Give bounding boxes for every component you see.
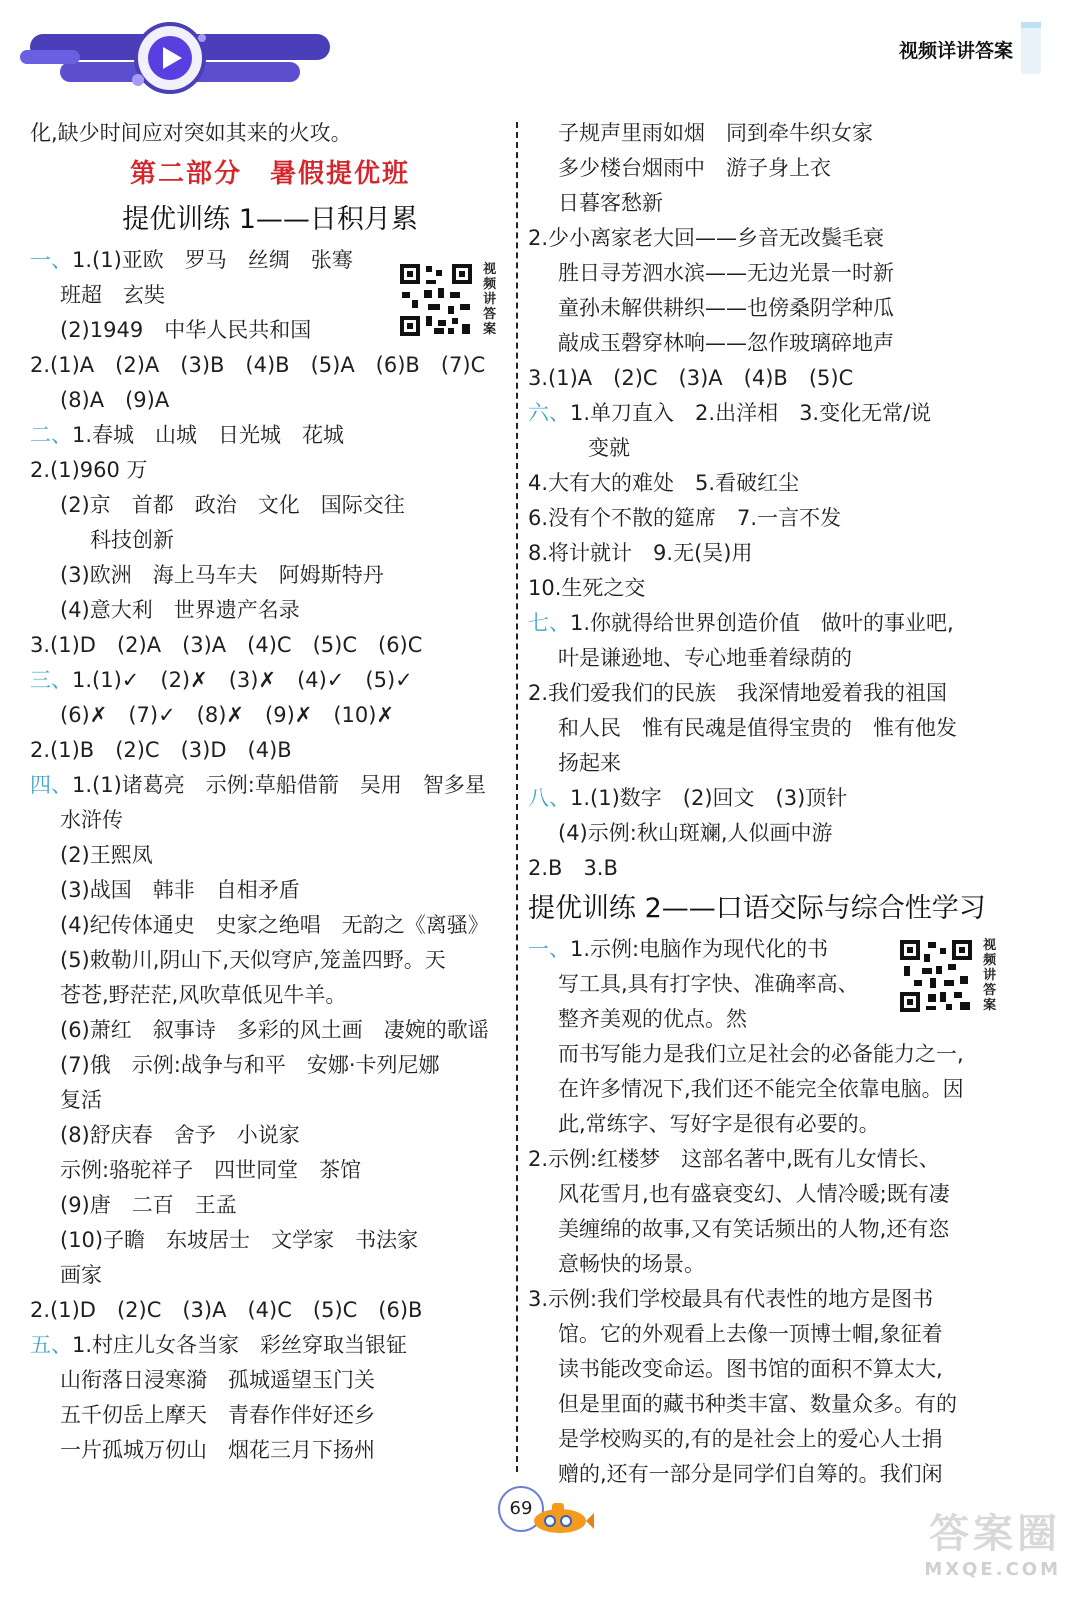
answer-line [528,291,1018,326]
section-number: 七、 [528,611,570,635]
answer-line [30,1083,510,1118]
answer-line [528,1422,1018,1457]
line-text: 1.春城 山城 日光城 花城 [72,423,345,447]
section-number: 二、 [30,423,72,447]
answer-line [528,1212,1018,1247]
line-text: (4)纪传体通史 史家之绝唱 无韵之《离骚》 [60,913,489,937]
line-text: 子规声里雨如烟 同到牵牛织女家 [558,121,873,145]
answer-line [30,908,510,943]
answer-line [528,1107,1018,1142]
line-text: (3)欧洲 海上马车夫 阿姆斯特丹 [60,563,384,587]
answer-line [528,851,1018,886]
answer-line [30,383,510,418]
line-text: 胜日寻芳泗水滨——无边光景一时新 [558,261,894,285]
line-text: 提优训练 1——日积月累 [122,204,418,235]
answer-line [528,536,1018,571]
line-text: 2.我们爱我们的民族 我深情地爱着我的祖国 [528,681,948,705]
answer-line [528,1457,1018,1492]
line-text: 化,缺少时间应对突如其来的火攻。 [30,121,352,145]
line-text: (3)战国 韩非 自相矛盾 [60,878,300,902]
line-text: 1.村庄儿女各当家 彩丝穿取当银钲 [72,1333,408,1357]
section-number: 五、 [30,1333,72,1357]
answer-line [30,593,510,628]
answer-line [30,1258,510,1293]
line-text: 1.(1)数字 (2)回文 (3)顶针 [570,786,848,810]
line-text: 整齐美观的优点。然 [558,1007,747,1031]
line-text: (7)俄 示例:战争与和平 安娜·卡列尼娜 [60,1053,440,1077]
line-text: 而书写能力是我们立足社会的必备能力之一, [558,1042,964,1066]
answer-line [528,466,1018,501]
line-text: 4.大有大的难处 5.看破红尘 [528,471,800,495]
answer-line [30,418,510,453]
line-text: 2.(1)A (2)A (3)B (4)B (5)A (6)B (7)C [30,353,486,377]
qr-code-icon[interactable] [898,938,974,1014]
answer-line [30,698,510,733]
answer-line [528,781,1018,816]
answer-line [30,838,510,873]
line-text: 但是里面的藏书种类丰富、数量众多。有的 [558,1392,957,1416]
answer-line [30,803,510,838]
line-text: 日暮客愁新 [558,191,663,215]
qr-code-block-1[interactable] [398,262,503,338]
answer-line [30,1188,510,1223]
answer-line [528,571,1018,606]
answer-line [30,1223,510,1258]
watermark-title: 答案圈 [929,1511,1061,1557]
line-text: 风花雪月,也有盛衰变幻、人情冷暖;既有凄 [558,1182,950,1206]
answer-line [528,711,1018,746]
answer-line [30,488,510,523]
line-text: 美缠绵的故事,又有笑话频出的人物,还有恣 [558,1217,950,1241]
line-text: 此,常练字、写好字是很有必要的。 [558,1112,880,1136]
answer-line [528,1282,1018,1317]
header-tag: 视频详讲答案 [898,40,1013,62]
section-title [30,197,510,243]
answer-line [528,221,1018,256]
line-text: 一片孤城万仞山 烟花三月下扬州 [60,1438,375,1462]
column-divider [516,122,518,1472]
line-text: 3.示例:我们学校最具有代表性的地方是图书 [528,1287,934,1311]
line-text: (10)子瞻 东坡居士 文学家 书法家 [60,1228,419,1252]
qr-code-icon[interactable] [398,262,474,338]
answer-line [528,816,1018,851]
line-text: 馆。它的外观看上去像一顶博士帽,象征着 [558,1322,943,1346]
line-text: (6)✗ (7)✓ (8)✗ (9)✗ (10)✗ [60,703,395,727]
header-bookmark-graphic [1017,18,1047,78]
answer-line [528,1037,1018,1072]
line-text: 3.(1)A (2)C (3)A (4)B (5)C [528,366,854,390]
line-text: 1.(1)✓ (2)✗ (3)✗ (4)✓ (5)✓ [72,668,413,692]
answer-line [30,1433,510,1468]
line-text: 2.(1)D (2)C (3)A (4)C (5)C (6)B [30,1298,423,1322]
answer-line [30,978,510,1013]
line-text: 1.(1)亚欧 罗马 丝绸 张骞 [72,248,353,272]
answer-line [30,1048,510,1083]
line-text: (4)示例:秋山斑斓,人似画中游 [558,821,833,845]
answer-line [30,768,510,803]
line-text: 6.没有个不散的筵席 7.一言不发 [528,506,842,530]
line-text: 10.生死之交 [528,576,646,600]
section-number: 三、 [30,668,72,692]
line-text: 意畅快的场景。 [558,1252,705,1276]
answer-line [30,1153,510,1188]
section-title [528,886,1018,932]
answer-line [528,746,1018,781]
line-text: 8.将计就计 9.无(吴)用 [528,541,753,565]
section-number: 一、 [528,937,570,961]
line-text: 山衔落日浸寒漪 孤城遥望玉门关 [60,1368,375,1392]
answer-line [528,256,1018,291]
line-text: 班超 玄奘 [60,283,165,307]
line-text: 2.示例:红楼梦 这部名著中,既有儿女情长、 [528,1147,940,1171]
answer-line [30,873,510,908]
line-text: 读书能改变命运。图书馆的面积不算太大, [558,1357,943,1381]
section-number: 一、 [30,248,72,272]
line-text: 多少楼台烟雨中 游子身上衣 [558,156,831,180]
line-text: 1.你就得给世界创造价值 做叶的事业吧, [570,611,954,635]
answer-line [30,558,510,593]
line-text: (2)京 首都 政治 文化 国际交往 [60,493,405,517]
answer-line [30,1363,510,1398]
line-text: (4)意大利 世界遗产名录 [60,598,300,622]
answer-line [30,628,510,663]
line-text: 1.(1)诸葛亮 示例:草船借箭 吴用 智多星 [72,773,486,797]
answer-line [528,1247,1018,1282]
answer-line [30,523,510,558]
line-text: (8)A (9)A [60,388,170,412]
answer-line [528,431,1018,466]
answer-line [528,1177,1018,1212]
page-header [0,0,1091,110]
answer-line [30,1398,510,1433]
answer-line [528,1142,1018,1177]
qr-code-block-2[interactable] [898,938,1003,1014]
line-text: 赠的,还有一部分是同学们自筹的。我们闲 [558,1462,943,1486]
watermark [924,1502,1061,1580]
line-text: 2.B 3.B [528,856,618,880]
part-title [30,151,510,197]
line-text: 和人民 惟有民魂是值得宝贵的 惟有他发 [558,716,957,740]
answer-line [30,1118,510,1153]
line-text: 3.(1)D (2)A (3)A (4)C (5)C (6)C [30,633,423,657]
section-number: 四、 [30,773,72,797]
line-text: 童孙未解供耕织——也傍桑阴学种瓜 [558,296,894,320]
page-number: 69 [498,1486,544,1532]
answer-line [30,943,510,978]
answer-line [30,1328,510,1363]
line-text: (6)萧红 叙事诗 多彩的风土画 凄婉的歌谣 [60,1018,489,1042]
answer-line [528,501,1018,536]
answer-line [30,733,510,768]
line-text: 提优训练 2——口语交际与综合性学习 [528,893,986,924]
line-text: 示例:骆驼祥子 四世同堂 茶馆 [60,1158,362,1182]
line-text: 1.单刀直入 2.出洋相 3.变化无常/说 [570,401,932,425]
line-text: 复活 [60,1088,102,1112]
right-column [528,116,1018,1492]
answer-line [528,396,1018,431]
answer-line [528,1072,1018,1107]
line-text: 2.(1)960 万 [30,458,148,482]
line-text: 1.示例:电脑作为现代化的书 [570,937,829,961]
submarine-icon [530,1497,594,1535]
answer-line [30,663,510,698]
answer-line [528,676,1018,711]
answer-line [30,116,510,151]
line-text: 叶是谦逊地、专心地垂着绿荫的 [558,646,852,670]
answer-line [528,116,1018,151]
answer-line [528,1317,1018,1352]
answer-line [30,1013,510,1048]
line-text: (5)敕勒川,阴山下,天似穹庐,笼盖四野。天 [60,948,446,972]
answer-line [528,606,1018,641]
line-text: 敲成玉磬穿林响——忽作玻璃碎地声 [558,331,894,355]
line-text: 写工具,具有打字快、准确率高、 [558,972,859,996]
line-text: 五千仞岳上摩天 青春作伴好还乡 [60,1403,375,1427]
line-text: (9)唐 二百 王孟 [60,1193,237,1217]
answer-line [528,1352,1018,1387]
video-banner-graphic [20,10,380,110]
line-text: 2.(1)B (2)C (3)D (4)B [30,738,292,762]
line-text: (2)王熙凤 [60,843,153,867]
answer-line [528,1387,1018,1422]
qr-label: 视频讲答案 [983,938,997,1013]
answer-line [30,1293,510,1328]
line-text: 2.少小离家老大回——乡音无改鬓毛衰 [528,226,885,250]
line-text: 水浒传 [60,808,123,832]
line-text: (8)舒庆春 舍予 小说家 [60,1123,300,1147]
qr-label: 视频讲答案 [483,262,497,337]
answer-line [30,453,510,488]
line-text: 变就 [588,436,630,460]
watermark-domain: MXQE.COM [924,1559,1061,1580]
line-text: (2)1949 中华人民共和国 [60,318,312,342]
answer-line [528,186,1018,221]
answer-line [528,326,1018,361]
section-number: 六、 [528,401,570,425]
line-text: 扬起来 [558,751,621,775]
line-text: 在许多情况下,我们还不能完全依靠电脑。因 [558,1077,964,1101]
line-text: 科技创新 [90,528,174,552]
line-text: 第二部分 暑假提优班 [129,159,410,189]
line-text: 苍苍,野茫茫,风吹草低见牛羊。 [60,983,347,1007]
line-text: 是学校购买的,有的是社会上的爱心人士捐 [558,1427,943,1451]
answer-line [528,361,1018,396]
line-text: 画家 [60,1263,102,1287]
section-number: 八、 [528,786,570,810]
answer-line [528,151,1018,186]
answer-line [30,348,510,383]
answer-line [528,641,1018,676]
